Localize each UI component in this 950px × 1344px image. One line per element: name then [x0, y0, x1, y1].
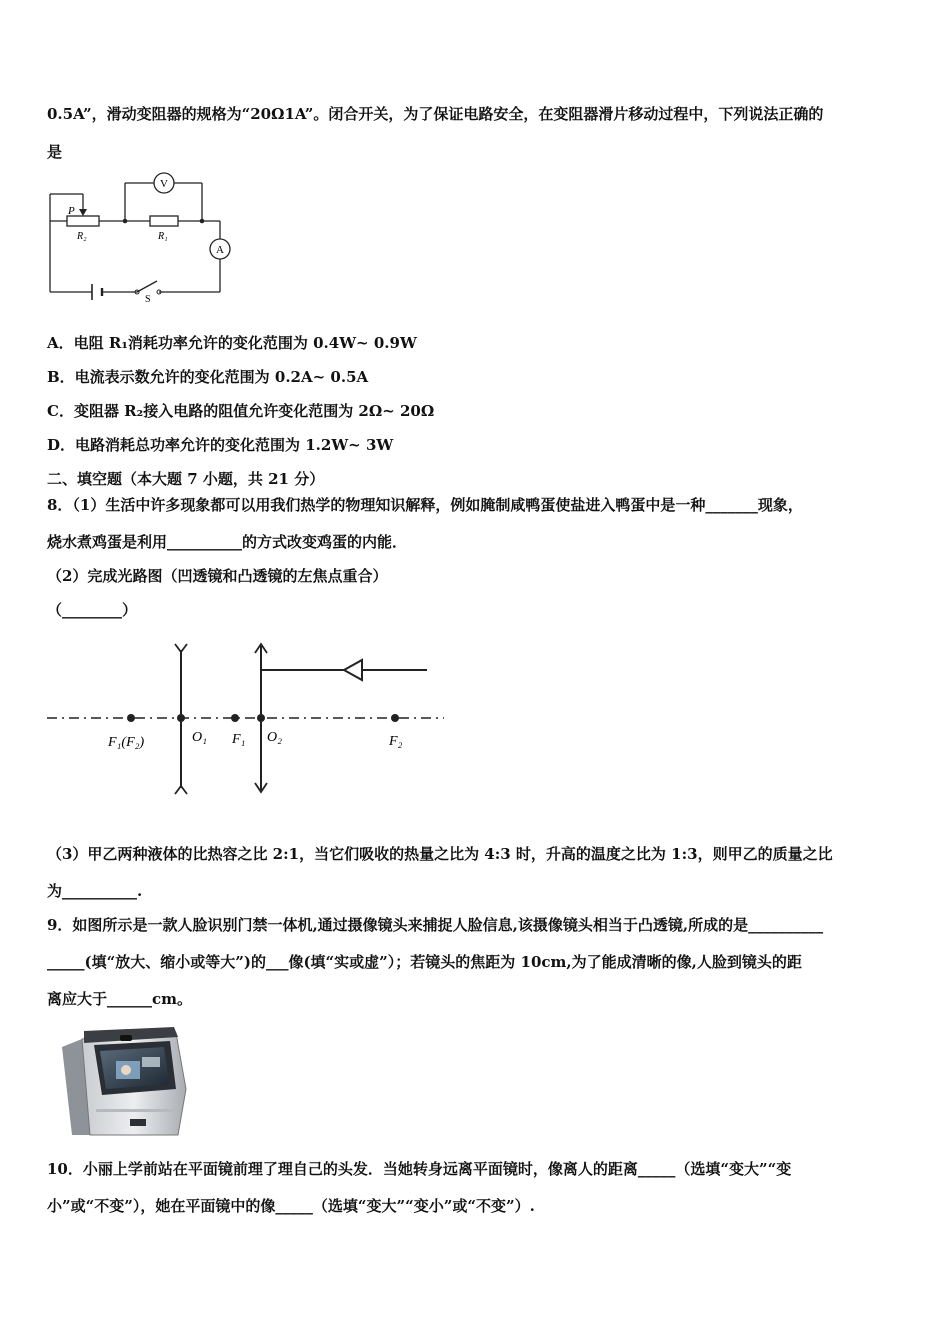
q9-line2: _____(填“放大、缩小或等大”)的___像(填“实或虚”）；若镜头的焦距为 10cm,为了能成清晰的像,人脸到镜头的距 — [47, 953, 802, 971]
label-o2: O₂ — [267, 730, 282, 745]
optics-diagram — [44, 640, 446, 795]
q10-line2: 小”或“不变”），她在平面镜中的像_____（选填“变大”“变小”或“不变”）. — [47, 1197, 535, 1215]
face-recognition-device-image — [60, 1027, 188, 1137]
q7-option-b: B．电流表示数允许的变化范围为 0.2A~ 0.5A — [47, 368, 369, 386]
q8-line4: （________） — [47, 601, 138, 619]
q7-stem-line2: 是 — [47, 143, 63, 161]
q9-line3: 离应大于______cm。 — [47, 990, 193, 1008]
label-a: A — [216, 244, 224, 256]
q8-line5: （3）甲乙两种液体的比热容之比 2:1，当它们吸收的热量之比为 4:3 时，升高的温度之比为 1:3，则甲乙的质量之比 — [47, 845, 833, 863]
point-o2 — [257, 714, 265, 722]
point-f1f2 — [127, 714, 135, 722]
point-o1 — [177, 714, 185, 722]
label-r1: R₁ — [158, 231, 168, 242]
q8-line2: 烧水煮鸡蛋是利用__________的方式改变鸡蛋的内能． — [47, 533, 408, 551]
label-o1: O₁ — [192, 730, 207, 745]
q7-option-c: C．变阻器 R₂接入电路的阻值允许变化范围为 2Ω~ 20Ω — [47, 402, 435, 420]
circuit-diagram — [47, 168, 232, 304]
q8-line1: 8．（1）生活中许多现象都可以用我们热学的物理知识解释，例如腌制咸鸭蛋使盐进入鸭蛋中是一种_______现象， — [47, 496, 803, 514]
q9-line1: 9．如图所示是一款人脸识别门禁一体机,通过摄像镜头来捕捉人脸信息,该摄像镜头相当于凸透镜,所成的是__________ — [47, 916, 824, 934]
q8-line6: 为__________. — [47, 882, 143, 900]
point-f1 — [231, 714, 239, 722]
q10-line1: 10．小丽上学前站在平面镜前理了理自己的头发．当她转身远离平面镜时，像离人的距离_____（选填“变大”“变 — [47, 1160, 792, 1178]
q7-stem-line1: 0.5A”，滑动变阻器的规格为“20Ω1A”。闭合开关，为了保证电路安全，在变阻器滑片移动过程中，下列说法正确的 — [47, 105, 824, 123]
label-f2: F₂ — [389, 734, 403, 749]
label-r2: R₂ — [77, 231, 87, 242]
q7-option-a: A．电阻 R₁消耗功率允许的变化范围为 0.4W~ 0.9W — [47, 334, 417, 352]
section-2-heading: 二、填空题（本大题 7 小题，共 21 分） — [47, 470, 325, 488]
q7-option-d: D．电路消耗总功率允许的变化范围为 1.2W~ 3W — [47, 436, 394, 454]
q8-line3: （2）完成光路图（凹透镜和凸透镜的左焦点重合） — [47, 567, 388, 585]
label-v: V — [160, 178, 168, 190]
ray-arrow — [344, 660, 362, 680]
label-f1: F₁ — [232, 732, 246, 747]
resistor-r1 — [150, 216, 178, 226]
label-f1f2: F₁(F₂) — [108, 735, 145, 750]
point-f2 — [391, 714, 399, 722]
resistor-r2 — [67, 216, 99, 226]
switch-blade — [137, 281, 157, 292]
label-p: P — [68, 205, 75, 217]
label-s: S — [145, 294, 151, 304]
